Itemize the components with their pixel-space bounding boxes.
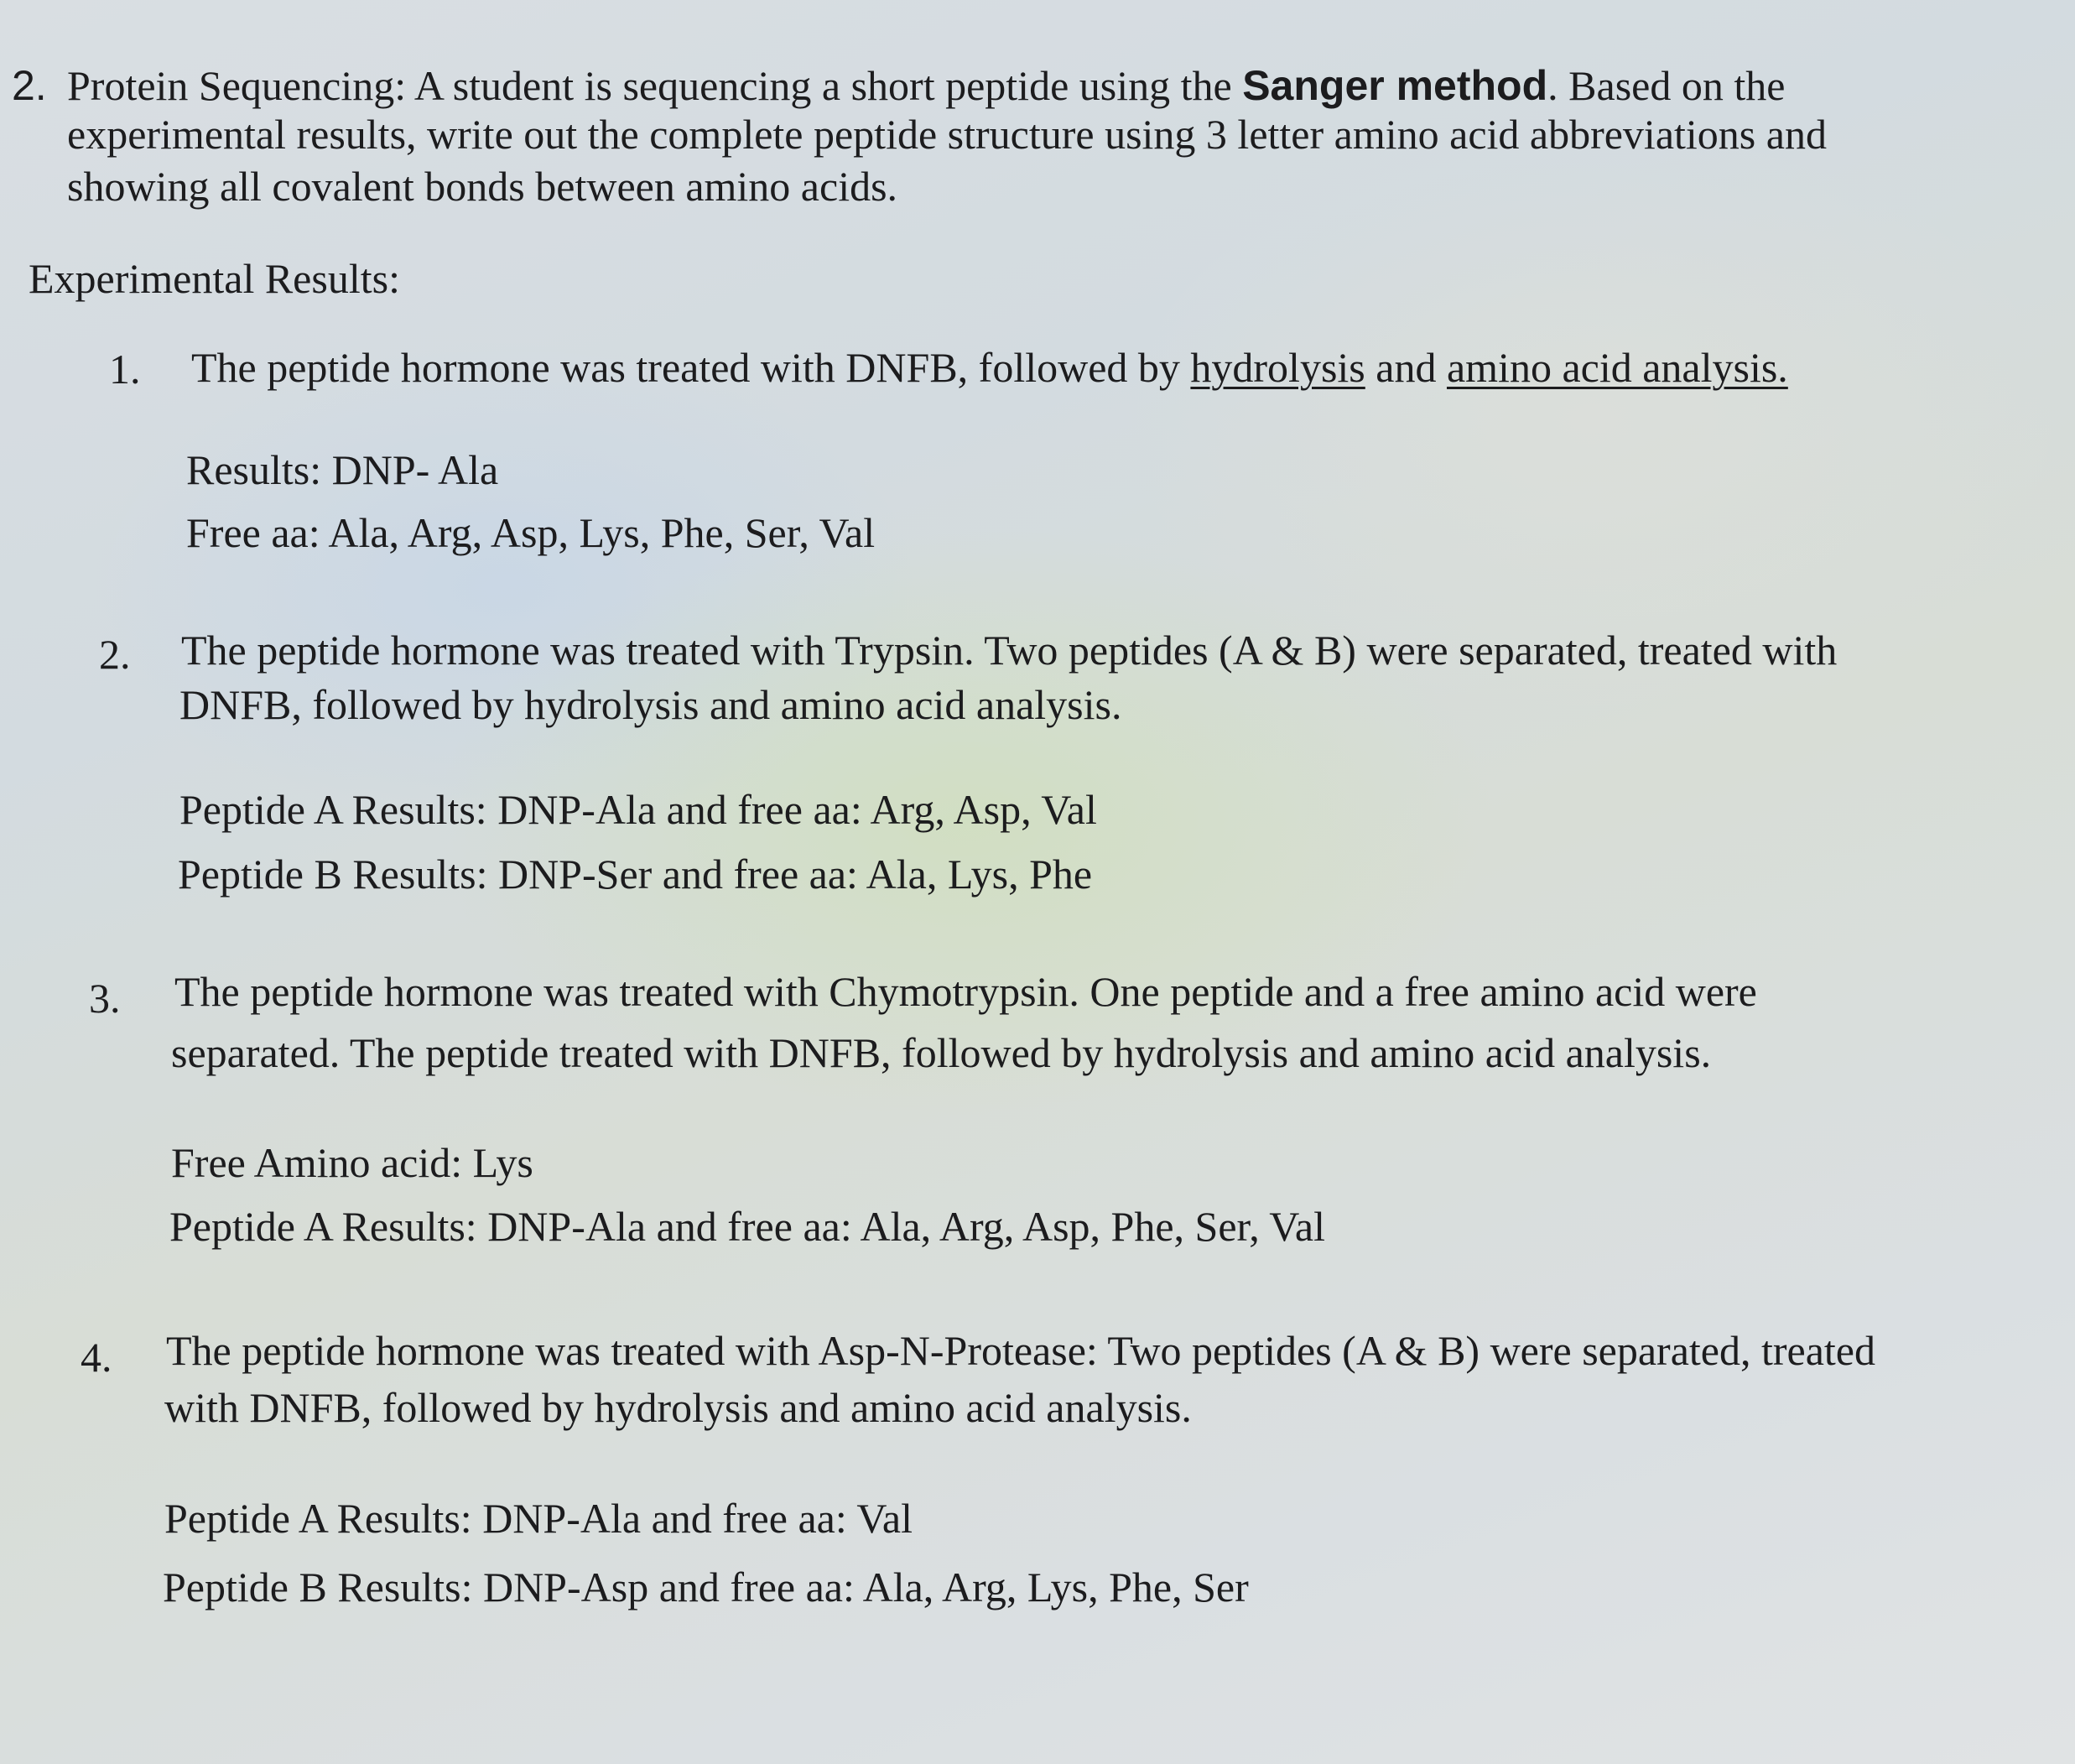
question-intro-after: . Based on the <box>1547 62 1786 109</box>
step-4-result-1: Peptide A Results: DNP-Ala and free aa: Val <box>164 1495 913 1542</box>
step-2-line-2: DNFB, followed by hydrolysis and amino acid analysis. <box>179 681 1122 728</box>
step-1-text-mid: and <box>1365 344 1447 391</box>
step-3-number: 3. <box>89 975 121 1022</box>
question-intro-prefix: Protein Sequencing: A student is sequencing a short peptide using the <box>67 62 1232 109</box>
step-1-result-2: Free aa: Ala, Arg, Asp, Lys, Phe, Ser, Val <box>186 509 876 556</box>
experimental-results-heading: Experimental Results: <box>29 255 400 302</box>
step-2-number: 2. <box>99 631 131 678</box>
step-3-result-1: Free Amino acid: Lys <box>171 1139 533 1186</box>
question-line-2: experimental results, write out the complete peptide structure using 3 letter amino acid abbreviations and <box>67 111 1827 158</box>
hydrolysis-link: hydrolysis <box>1190 344 1365 391</box>
step-3-line-2: separated. The peptide treated with DNFB, followed by hydrolysis and amino acid analysis. <box>171 1029 1712 1076</box>
amino-acid-analysis-link: amino acid analysis. <box>1446 344 1788 391</box>
step-3-line-1: The peptide hormone was treated with Chymotrypsin. One peptide and a free amino acid were <box>174 968 1757 1015</box>
step-2-result-1: Peptide A Results: DNP-Ala and free aa: Arg, Asp, Val <box>179 786 1097 833</box>
step-4-line-2: with DNFB, followed by hydrolysis and amino acid analysis. <box>164 1384 1192 1431</box>
question-number: 2. <box>12 62 47 109</box>
step-1-text <box>191 342 1788 393</box>
question-line-1 <box>67 60 1785 111</box>
step-1-number: 1. <box>109 346 141 393</box>
step-4-line-1: The peptide hormone was treated with Asp-N-Protease: Two peptides (A & B) were separated, treated <box>166 1327 1875 1374</box>
step-2-line-1: The peptide hormone was treated with Trypsin. Two peptides (A & B) were separated, treated with <box>181 627 1838 674</box>
question-line-3: showing all covalent bonds between amino acids. <box>67 163 898 210</box>
step-4-result-2: Peptide B Results: DNP-Asp and free aa: Ala, Arg, Lys, Phe, Ser <box>163 1564 1249 1610</box>
step-1-result-1: Results: DNP- Ala <box>186 446 499 493</box>
sanger-method-label: Sanger method <box>1242 62 1548 109</box>
step-1-text-prefix: The peptide hormone was treated with DNFB, followed by <box>191 344 1191 391</box>
step-4-number: 4. <box>81 1334 112 1381</box>
step-2-result-2: Peptide B Results: DNP-Ser and free aa: Ala, Lys, Phe <box>178 851 1093 898</box>
step-3-result-2: Peptide A Results: DNP-Ala and free aa: Ala, Arg, Asp, Phe, Ser, Val <box>169 1203 1325 1250</box>
